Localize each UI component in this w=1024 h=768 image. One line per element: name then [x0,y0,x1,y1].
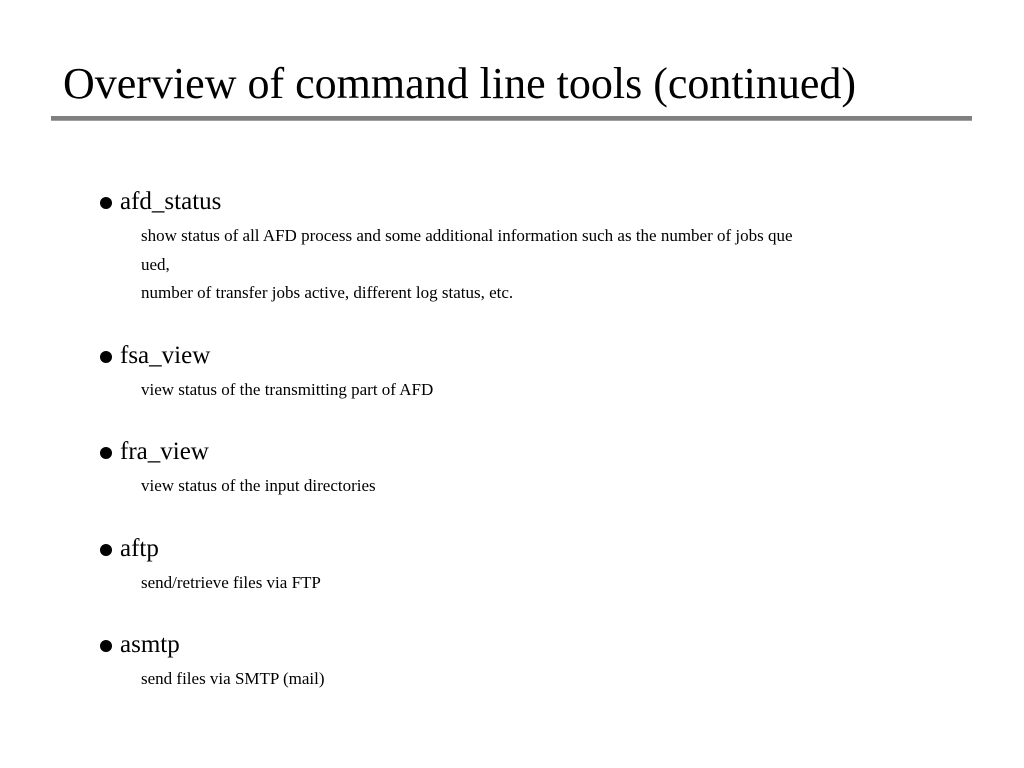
tool-description [141,222,960,308]
tool-name: aftp [120,534,159,562]
list-item [100,436,960,501]
bullet-icon [100,197,112,209]
list-item-header [100,533,960,565]
description-line: number of transfer jobs active, different log status, etc. [141,283,514,302]
description-line: show status of all AFD process and some additional information such as the number of jobs que [141,226,793,245]
tool-name: fsa_view [120,341,211,369]
description-line: send/retrieve files via FTP [141,572,321,592]
tool-list [100,186,960,726]
tool-description [141,376,960,405]
list-item-header [100,186,960,218]
bullet-icon [100,640,112,652]
list-item-header [100,436,960,468]
tool-description [141,665,960,694]
list-item-header [100,340,960,372]
bullet-icon [100,544,112,556]
tool-name: afd_status [120,188,222,215]
slide-title: Overview of command line tools (continued) [63,59,857,108]
tool-name: asmtp [120,631,180,658]
list-item [100,629,960,694]
bullet-icon [100,351,112,363]
tool-description [141,472,960,501]
description-line: ued, [141,254,170,274]
title-divider [51,116,972,121]
description-line: view status of the transmitting part of AFD [141,379,434,399]
list-item [100,186,960,308]
description-line: view status of the input directories [141,476,376,495]
list-item [100,340,960,405]
description-line: send files via SMTP (mail) [141,669,325,688]
tool-name: fra_view [120,438,209,465]
tool-description [141,569,960,598]
list-item-header [100,629,960,661]
bullet-icon [100,447,112,459]
list-item [100,533,960,598]
